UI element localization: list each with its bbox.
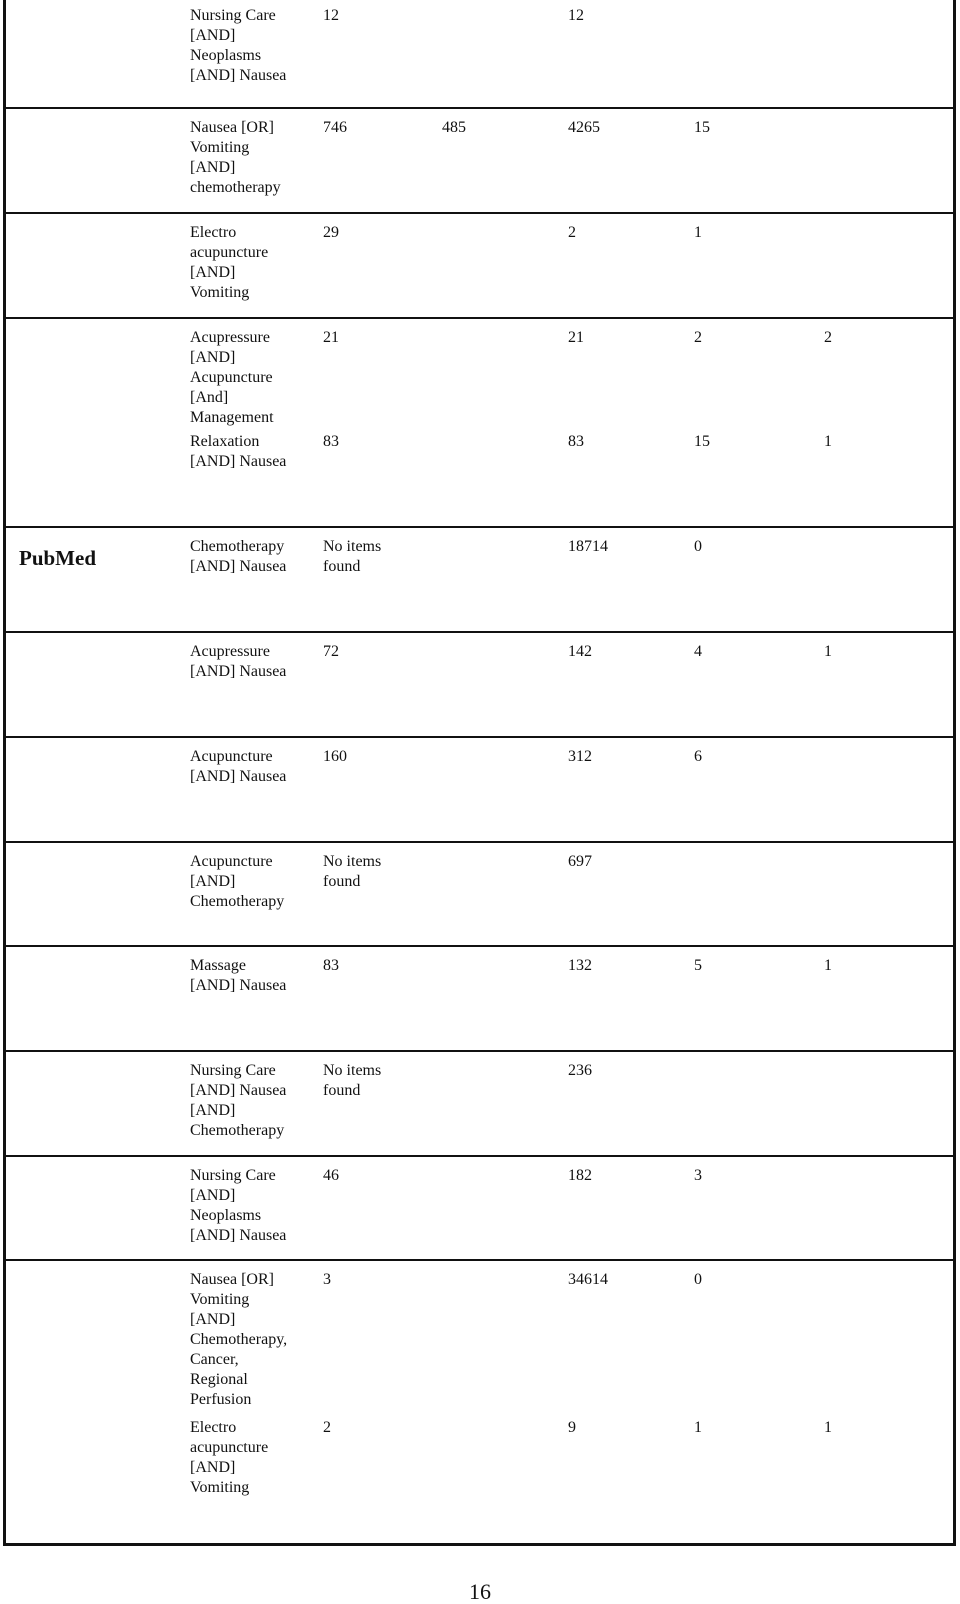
- search-results-table: [3, 0, 956, 1546]
- row-divider: [6, 212, 953, 214]
- count-col-4: 6: [694, 748, 702, 765]
- count-col-5: 1: [824, 1419, 832, 1436]
- count-col-4: 4: [694, 643, 702, 660]
- row-divider: [6, 945, 953, 947]
- count-col-4: 15: [694, 119, 710, 136]
- count-col-5: 1: [824, 433, 832, 450]
- table-row: [6, 1055, 953, 1155]
- count-col-1: 12: [323, 7, 339, 24]
- count-col-4: 2: [694, 329, 702, 346]
- row-divider: [6, 736, 953, 738]
- count-col-4: 3: [694, 1167, 702, 1184]
- count-col-4: 0: [694, 1271, 702, 1288]
- count-col-5: 2: [824, 329, 832, 346]
- row-divider: [6, 631, 953, 633]
- count-col-3: 182: [568, 1167, 592, 1184]
- table-row: [6, 217, 953, 317]
- count-col-1: 2: [323, 1419, 331, 1436]
- table-row: [6, 636, 953, 736]
- search-term: Electro acupuncture [AND] Vomiting: [190, 1419, 269, 1496]
- count-col-3: 21: [568, 329, 584, 346]
- search-term: Massage [AND] Nausea: [190, 957, 287, 994]
- row-divider: [6, 526, 953, 528]
- count-col-3: 4265: [568, 119, 600, 136]
- count-col-3: 132: [568, 957, 592, 974]
- count-col-3: 236: [568, 1062, 592, 1079]
- count-col-3: 12: [568, 7, 584, 24]
- count-col-3: 34614: [568, 1271, 608, 1288]
- count-col-3: 18714: [568, 538, 608, 555]
- table-row: [6, 1160, 953, 1260]
- count-col-1: No items found: [323, 853, 382, 890]
- table-row: [6, 1264, 953, 1409]
- count-col-3: 9: [568, 1419, 576, 1436]
- count-col-5: 1: [824, 643, 832, 660]
- row-divider: [6, 1259, 953, 1261]
- count-col-3: 2: [568, 224, 576, 241]
- search-term: Relaxation [AND] Nausea: [190, 433, 287, 470]
- search-term: Nursing Care [AND] Neoplasms [AND] Nausea: [190, 1167, 287, 1244]
- table-row: [6, 322, 953, 426]
- count-col-4: 15: [694, 433, 710, 450]
- page-number: 16: [469, 1579, 491, 1604]
- row-divider: [6, 841, 953, 843]
- count-col-1: 83: [323, 433, 339, 450]
- count-col-3: 697: [568, 853, 592, 870]
- count-col-5: 1: [824, 957, 832, 974]
- count-col-1: 160: [323, 748, 347, 765]
- count-col-1: No items found: [323, 1062, 382, 1099]
- count-col-1: 83: [323, 957, 339, 974]
- count-col-1: 29: [323, 224, 339, 241]
- table-row: [6, 1412, 953, 1512]
- row-divider: [6, 1155, 953, 1157]
- table-row: [6, 531, 953, 631]
- table-row: [6, 846, 953, 946]
- search-term: Acupuncture [AND] Nausea: [190, 748, 287, 785]
- count-col-4: 5: [694, 957, 702, 974]
- count-col-3: 312: [568, 748, 592, 765]
- table-row: [6, 426, 953, 526]
- count-col-4: 0: [694, 538, 702, 555]
- count-col-1: No items found: [323, 538, 382, 575]
- search-term: Electro acupuncture [AND] Vomiting: [190, 224, 269, 301]
- row-divider: [6, 107, 953, 109]
- search-term: Acupressure [AND] Acupuncture [And] Management: [190, 329, 274, 426]
- table-row: [6, 0, 953, 107]
- search-term: Nausea [OR] Vomiting [AND] Chemotherapy, Cancer, Regional Perfusion: [190, 1271, 288, 1408]
- row-divider: [6, 1050, 953, 1052]
- database-name: PubMed: [19, 546, 97, 570]
- search-term: Acupressure [AND] Nausea: [190, 643, 287, 680]
- count-col-4: 1: [694, 1419, 702, 1436]
- table-row: [6, 112, 953, 212]
- search-term: Nausea [OR] Vomiting [AND] chemotherapy: [190, 119, 281, 196]
- search-term: Nursing Care [AND] Nausea [AND] Chemotherapy: [190, 1062, 287, 1139]
- count-col-1: 746: [323, 119, 347, 136]
- search-term: Nursing Care [AND] Neoplasms [AND] Nausea: [190, 7, 287, 84]
- count-col-1: 3: [323, 1271, 331, 1288]
- search-term: Chemotherapy [AND] Nausea: [190, 538, 287, 575]
- search-term: Acupuncture [AND] Chemotherapy: [190, 853, 285, 910]
- count-col-1: 46: [323, 1167, 339, 1184]
- count-col-4: 1: [694, 224, 702, 241]
- row-divider: [6, 317, 953, 319]
- count-col-3: 83: [568, 433, 584, 450]
- count-col-3: 142: [568, 643, 592, 660]
- table-row: [6, 950, 953, 1050]
- count-col-1: 21: [323, 329, 339, 346]
- count-col-1: 72: [323, 643, 339, 660]
- table-row: [6, 741, 953, 841]
- count-col-2: 485: [442, 119, 466, 136]
